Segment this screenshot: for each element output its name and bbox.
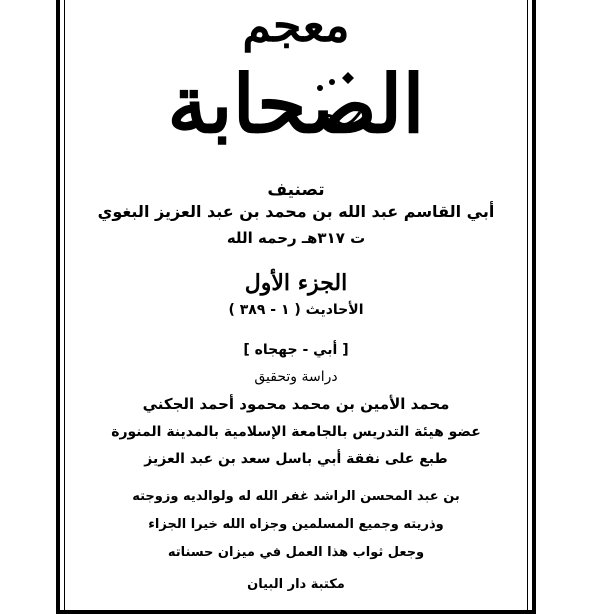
prayer-line-3: وجعل ثواب هذا العمل في ميزان حسناته: [167, 545, 425, 560]
editor-membership: عضو هيئة التدريس بالجامعة الإسلامية بالمدينة المنورة: [111, 424, 481, 440]
printed-by-line: طبع على نفقة أبي باسل سعد بن عبد العزيز: [144, 451, 448, 467]
title-line-1: معجم: [242, 0, 350, 52]
entries-range: [ أبي - جهجاه ]: [243, 342, 349, 358]
prayer-line-1: بن عبد المحسن الراشد غفر الله له ولوالديه وزوجته: [132, 489, 460, 504]
editor-name: محمد الأمين بن محمد محمود أحمد الجكني: [142, 395, 450, 413]
hadith-range: الأحاديث ( ١ - ٣٨٩ ): [228, 302, 364, 318]
publisher-name: مكتبة دار البيان: [247, 577, 345, 592]
author-death-date: ت ٣١٧هـ رحمه الله: [226, 229, 366, 247]
volume-part: الجزء الأول: [244, 270, 348, 296]
prayer-line-2: وذريته وجميع المسلمين وجزاه الله خيرا الجزاء: [148, 517, 444, 532]
author-name: أبي القاسم عبد الله بن محمد بن عبد العزيز البغوي: [97, 202, 495, 221]
title-line-2: الصحابة: [167, 57, 425, 151]
study-label: دراسة وتحقيق: [254, 369, 338, 385]
title-page: [70, 0, 522, 600]
authored-by-label: تصنيف: [267, 180, 325, 200]
